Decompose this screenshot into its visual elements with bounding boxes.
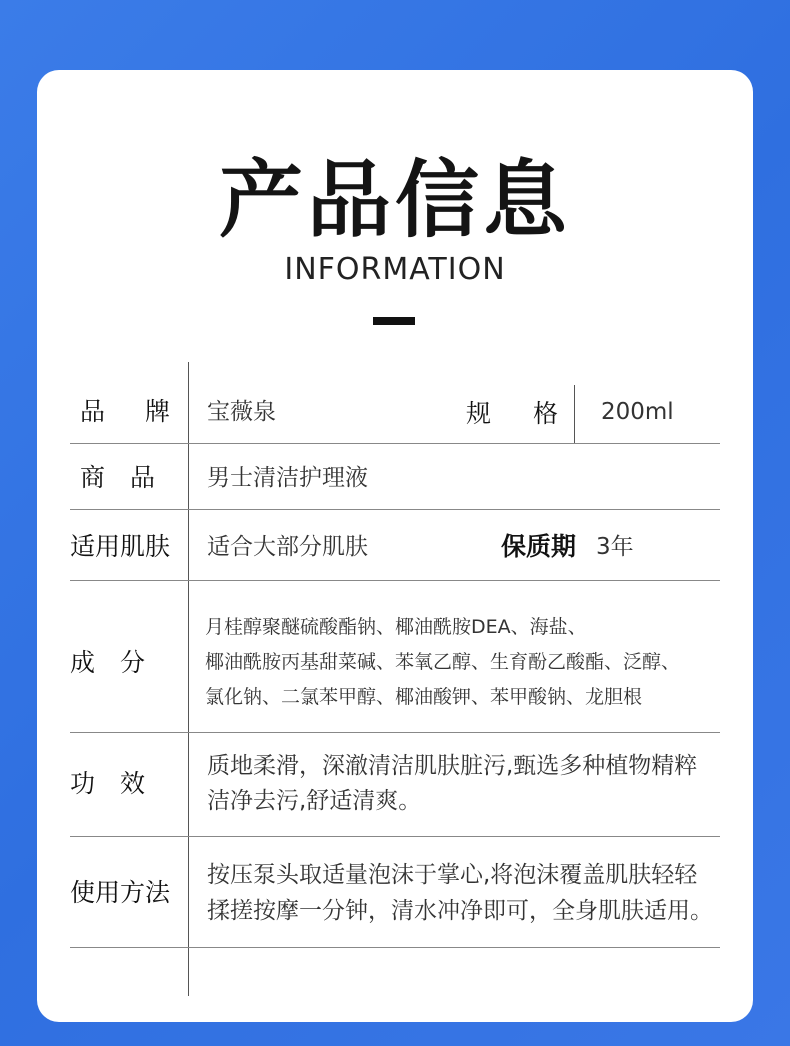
shelf-value: 3年 <box>596 534 634 560</box>
skin-value: 适合大部分肌肤 <box>207 534 368 560</box>
label-column-divider <box>188 362 189 996</box>
effect-line: 质地柔滑，深澈清洁肌肤脏污,甄选多种植物精粹 <box>207 753 698 779</box>
product-label: 商 品 <box>80 463 156 492</box>
ingredients-line: 氯化钠、二氯苯甲醇、椰油酸钾、苯甲酸钠、龙胆根 <box>205 686 643 708</box>
usage-line: 揉搓按摩一分钟，清水冲净即可，全身肌肤适用。 <box>207 898 713 924</box>
effect-label: 功 效 <box>70 769 146 798</box>
shelf-label: 保质期 <box>501 532 577 561</box>
spec-divider <box>574 385 575 443</box>
row-divider <box>70 580 720 581</box>
effect-line: 洁净去污,舒适清爽。 <box>207 788 422 814</box>
title-divider <box>373 317 415 325</box>
page-subtitle: INFORMATION <box>284 252 506 287</box>
row-divider <box>70 509 720 510</box>
row-divider <box>70 836 720 837</box>
ingredients-line: 月桂醇聚醚硫酸酯钠、椰油酰胺DEA、海盐、 <box>205 616 587 638</box>
usage-line: 按压泵头取适量泡沫于掌心,将泡沫覆盖肌肤轻轻 <box>207 862 698 888</box>
row-divider <box>70 732 720 733</box>
brand-label: 品 牌 <box>80 397 170 426</box>
ingredients-label: 成 分 <box>70 648 146 677</box>
spec-label: 规 格 <box>466 399 558 428</box>
row-divider <box>70 947 720 948</box>
spec-value: 200ml <box>601 399 674 425</box>
product-value: 男士清洁护理液 <box>207 465 368 491</box>
row-divider <box>70 443 720 444</box>
ingredients-line: 椰油酰胺丙基甜菜碱、苯氧乙醇、生育酚乙酸酯、泛醇、 <box>205 651 681 673</box>
skin-label: 适用肌肤 <box>70 532 171 561</box>
brand-value: 宝薇泉 <box>207 399 276 425</box>
page-title: 产品信息 <box>218 151 571 249</box>
usage-label: 使用方法 <box>70 878 171 907</box>
